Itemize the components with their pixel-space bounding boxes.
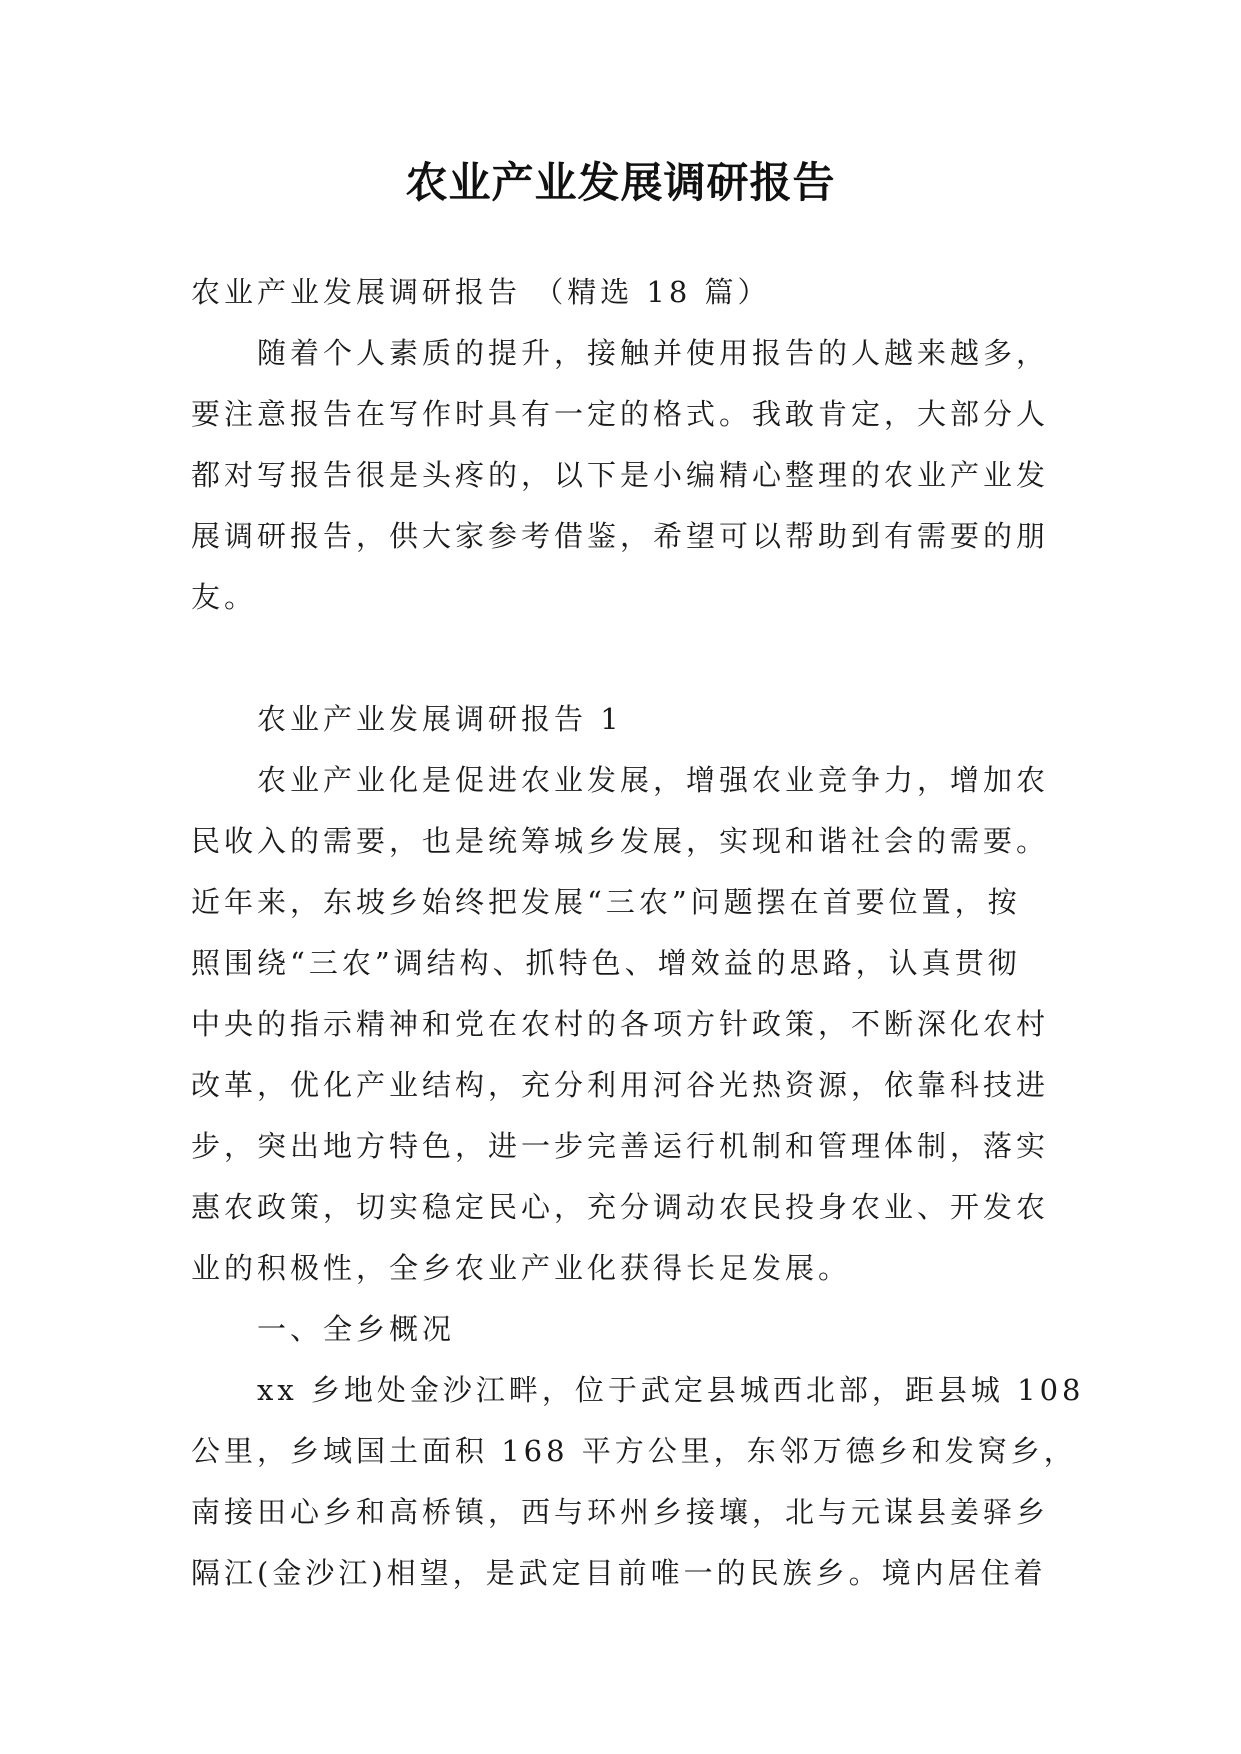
- paragraph-line: 近年来，东坡乡始终把发展“三农”问题摆在首要位置，按: [191, 885, 1021, 919]
- paragraph-line: 步，突出地方特色，进一步完善运行机制和管理体制，落实: [191, 1129, 1050, 1163]
- paragraph-line: 农业产业化是促进农业发展，增强农业竞争力，增加农: [257, 763, 1050, 797]
- section-heading: 农业产业发展调研报告 1: [257, 702, 623, 736]
- paragraph-line: 民收入的需要，也是统筹城乡发展，实现和谐社会的需要。: [191, 824, 1050, 858]
- paragraph-line: xx 乡地处金沙江畔，位于武定县城西北部，距县城 108: [257, 1373, 1085, 1407]
- paragraph-line: 业的积极性，全乡农业产业化获得长足发展。: [191, 1251, 852, 1285]
- document-title: 农业产业发展调研报告: [405, 158, 836, 207]
- intro-line: 友。: [191, 580, 258, 614]
- document-body: [191, 262, 1085, 1604]
- paragraph-line: 南接田心乡和高桥镇，西与环州乡接壤，北与元谋县姜驿乡: [191, 1495, 1050, 1529]
- paragraph-line: 隔江(金沙江)相望，是武定目前唯一的民族乡。境内居住着: [191, 1556, 1047, 1590]
- intro-line: 要注意报告在写作时具有一定的格式。我敢肯定，大部分人: [191, 397, 1050, 431]
- paragraph-line: 中央的指示精神和党在农村的各项方针政策，不断深化农村: [191, 1007, 1050, 1041]
- subheading: 一、全乡概况: [257, 1312, 456, 1346]
- intro-line: 展调研报告，供大家参考借鉴，希望可以帮助到有需要的朋: [191, 519, 1050, 553]
- intro-line: 随着个人素质的提升，接触并使用报告的人越来越多，: [257, 336, 1050, 370]
- paragraph-line: 惠农政策，切实稳定民心，充分调动农民投身农业、开发农: [191, 1190, 1050, 1224]
- document-subtitle: 农业产业发展调研报告 （精选 18 篇）: [191, 275, 771, 309]
- paragraph-line: 照围绕“三农”调结构、抓特色、增效益的思路，认真贯彻: [191, 946, 1021, 980]
- paragraph-line: 公里，乡域国土面积 168 平方公里，东邻万德乡和发窝乡，: [191, 1434, 1077, 1468]
- intro-line: 都对写报告很是头疼的，以下是小编精心整理的农业产业发: [191, 458, 1050, 492]
- paragraph-line: 改革，优化产业结构，充分利用河谷光热资源，依靠科技进: [191, 1068, 1050, 1102]
- paragraph-gap: [191, 628, 1071, 689]
